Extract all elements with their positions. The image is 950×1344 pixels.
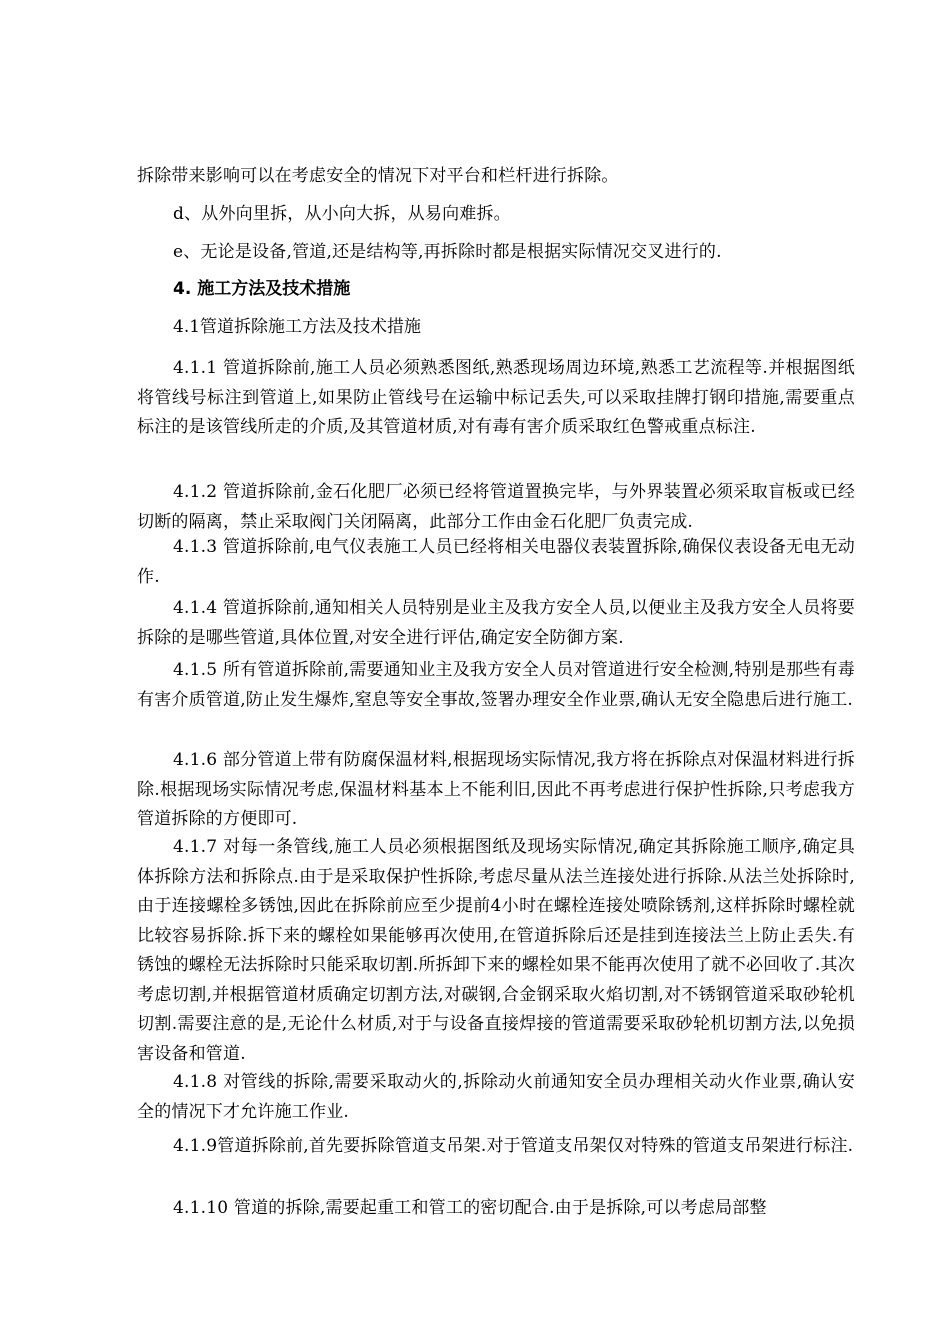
paragraph-4-1-2: 4.1.2 管道拆除前,金石化肥厂必须已经将管道置换完毕，与外界装置必须采取盲板或已经切断的隔离，禁止采取阀门关闭隔离，此部分工作由金石化肥厂负责完成. [137,482,855,532]
paragraph-e: e、无论是设备,管道,还是结构等,再拆除时都是根据实际情况交叉进行的. [173,242,722,262]
paragraph-4-1-9: 4.1.9管道拆除前,首先要拆除管道支吊架.对于管道支吊架仅对特殊的管道支吊架进行标注. [173,1136,854,1156]
paragraph-4-1-3: 4.1.3 管道拆除前,电气仪表施工人员已经将相关电器仪表装置拆除,确保仪表设备无电无动作. [137,537,855,587]
section-heading-4: 4. 施工方法及技术措施 [173,279,351,299]
paragraph-d: d、从外向里拆，从小向大拆，从易向难拆。 [173,204,511,224]
paragraph-4-1-8: 4.1.8 对管线的拆除,需要采取动火的,拆除动火前通知安全员办理相关动火作业票,确认安全的情况下才允许施工作业. [137,1072,855,1122]
paragraph-4-1-6: 4.1.6 部分管道上带有防腐保温材料,根据现场实际情况,我方将在拆除点对保温材料进行拆除.根据现场实际情况考虑,保温材料基本上不能利旧,因此不再考虑进行保护性拆除,只考虑我方管道拆除的方便即可. [137,750,855,829]
paragraph-4-1-5: 4.1.5 所有管道拆除前,需要通知业主及我方安全人员对管道进行安全检测,特别是那些有毒有害介质管道,防止发生爆炸,窒息等安全事故,签署办理安全作业票,确认无安全隐患后进行施工. [137,660,855,710]
paragraph-4-1-1: 4.1.1 管道拆除前,施工人员必须熟悉图纸,熟悉现场周边环境,熟悉工艺流程等.并根据图纸将管线号标注到管道上,如果防止管线号在运输中标记丢失,可以采取挂牌打钢印措施,需要重点标注的是该管线所走的介质,及其管道材质,对有毒有害介质采取红色警戒重点标注. [137,358,855,437]
subsection-heading-4-1: 4.1管道拆除施工方法及技术措施 [173,317,422,337]
paragraph-4-1-4: 4.1.4 管道拆除前,通知相关人员特别是业主及我方安全人员,以便业主及我方安全人员将要拆除的是哪些管道,具体位置,对安全进行评估,确定安全防御方案. [137,598,855,648]
paragraph-continuation: 拆除带来影响可以在考虑安全的情况下对平台和栏杆进行拆除。 [137,166,619,186]
paragraph-4-1-7: 4.1.7 对每一条管线,施工人员必须根据图纸及现场实际情况,确定其拆除施工顺序,确定具体拆除方法和拆除点.由于是采取保护性拆除,考虑尽量从法兰连接处进行拆除.从法兰处拆除时,由于连接螺栓多锈蚀,因此在拆除前应至少提前4小时在螺栓连接处喷除锈剂,这样拆除时螺栓就比较容易拆除.拆下来的螺栓如果能够再次使用,在管道拆除后还是挂到连接法兰上防止丢失.有锈蚀的螺栓无法拆除时只能采取切割.所拆卸下来的螺栓如果不能再次使用了就不必回收了.其次考虑切割,并根据管道材质确定切割方法,对碳钢,合金钢采取火焰切割,对不锈钢管道采取砂轮机切割.需要注意的是,无论什么材质,对于与设备直接焊接的管道需要采取砂轮机切割方法,以免损害设备和管道. [137,837,855,1064]
paragraph-4-1-10: 4.1.10 管道的拆除,需要起重工和管工的密切配合.由于是拆除,可以考虑局部整 [173,1198,767,1218]
